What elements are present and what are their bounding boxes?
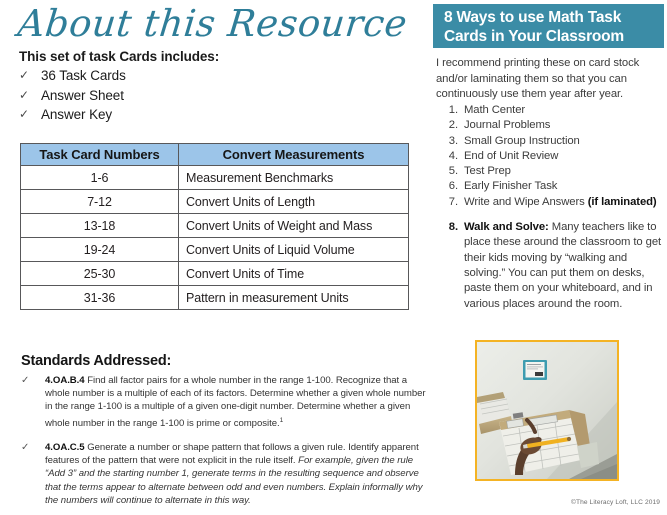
standard-item — [21, 441, 433, 507]
list-item-label: Journal Problems — [464, 119, 551, 132]
list-item-number: 6. — [448, 180, 458, 193]
list-item — [19, 66, 126, 86]
list-item-label: Early Finisher Task — [464, 180, 558, 193]
cell-card-range: 19-24 — [21, 238, 179, 262]
list-item — [436, 195, 662, 210]
list-item-label: Small Group Instruction — [464, 134, 580, 147]
list-item-emphasis: Walk and Solve: — [464, 221, 549, 234]
list-item — [436, 220, 662, 312]
standard-code: 4.OA.B.4 — [45, 375, 85, 386]
standard-code: 4.OA.C.5 — [45, 442, 85, 453]
list-item-emphasis: (if laminated) — [587, 195, 657, 208]
list-item-label: Answer Sheet — [41, 87, 124, 103]
classroom-photo-image — [477, 342, 617, 479]
page-title: About this Resource — [15, 2, 410, 45]
column-header-task-card-numbers: Task Card Numbers — [21, 144, 179, 166]
list-item — [436, 164, 662, 179]
list-item — [19, 105, 126, 125]
table-row — [21, 238, 409, 262]
list-item-number: 1. — [448, 104, 458, 116]
includes-heading: This set of task Cards includes: — [19, 49, 220, 64]
cell-card-range: 1-6 — [21, 166, 179, 190]
cell-card-range: 25-30 — [21, 262, 179, 286]
standard-description: Find all factor pairs for a whole number in the range 1-100. Recognize that a whole number is a multiple of each of its factors. Determine whether a given whole number in the range 1-100 is a multiple of a given one-digit number. Determine whether a given whole number in the range 1-100 is prime or composite. — [45, 375, 426, 429]
list-item-number: 8. — [448, 221, 458, 234]
table-row — [21, 166, 409, 190]
check-icon: ✓ — [19, 68, 29, 82]
cell-topic: Measurement Benchmarks — [179, 166, 409, 190]
list-item-number: 5. — [448, 165, 458, 178]
cell-topic: Convert Units of Liquid Volume — [179, 238, 409, 262]
list-item-number: 7. — [448, 195, 458, 208]
check-icon: ✓ — [19, 107, 29, 121]
classroom-photo — [475, 340, 619, 481]
standard-footnote-marker: 1 — [279, 416, 284, 424]
list-item-label: Math Center — [464, 104, 526, 116]
standard-example: For example, given the rule “Add 3” and the starting number 1, generate terms in the resulting sequence and observe that the terms appear to alternate between odd and even numbers. Explain informally why the numbers will continue to alternate in this way. — [45, 455, 423, 506]
cell-topic: Convert Units of Weight and Mass — [179, 214, 409, 238]
list-item-number: 2. — [448, 119, 458, 132]
column-header-convert-measurements: Convert Measurements — [179, 144, 409, 166]
intro-paragraph: I recommend printing these on card stock and/or laminating them so that you can continuously use them year after year. — [436, 57, 640, 100]
check-icon: ✓ — [19, 87, 29, 102]
list-item-label: 36 Task Cards — [41, 68, 126, 83]
ways-list — [436, 103, 662, 312]
list-item-number: 4. — [448, 149, 458, 162]
list-item — [436, 149, 662, 164]
list-item — [436, 134, 662, 149]
standard-description: Generate a number or shape pattern that follows a given rule. Identify apparent features of the pattern that were not explicit in the rule itself. — [45, 442, 419, 467]
standard-item — [21, 374, 433, 430]
list-item-label: Answer Key — [41, 107, 113, 122]
copyright-notice: ©The Literacy Loft, LLC 2019 — [571, 499, 661, 506]
ways-header-banner — [433, 4, 664, 48]
includes-list — [19, 66, 126, 125]
cell-card-range: 13-18 — [21, 214, 179, 238]
table-header-row — [21, 144, 409, 166]
check-icon: ✓ — [21, 442, 30, 453]
list-item-label: End of Unit Review — [464, 149, 559, 162]
table-row — [21, 214, 409, 238]
table-row — [21, 286, 409, 310]
list-item-label: Test Prep — [464, 165, 511, 178]
list-item — [436, 103, 662, 118]
cell-topic: Convert Units of Time — [179, 262, 409, 286]
cell-card-range: 7-12 — [21, 190, 179, 214]
list-item-number: 3. — [448, 134, 458, 147]
list-item — [19, 86, 126, 106]
check-icon: ✓ — [21, 375, 30, 386]
table-row — [21, 262, 409, 286]
cell-card-range: 31-36 — [21, 286, 179, 310]
list-item — [436, 118, 662, 133]
standards-heading: Standards Addressed: — [21, 353, 172, 369]
list-item-label: Write and Wipe Answers — [464, 195, 588, 208]
cell-topic: Pattern in measurement Units — [179, 286, 409, 310]
standard-text — [45, 441, 433, 507]
table-row — [21, 190, 409, 214]
list-item-label: Many teachers like to place these around the classroom to get their kids moving by “walking and solving.” You can put them on desks, paste them on your whiteboard, and in various places around the room. — [464, 221, 662, 310]
ways-header-title: 8 Ways to use Math Task Cards in Your Classroom — [444, 9, 625, 45]
standard-text — [45, 374, 433, 430]
list-item — [436, 179, 662, 194]
task-card-table — [20, 143, 409, 310]
cell-topic: Convert Units of Length — [179, 190, 409, 214]
